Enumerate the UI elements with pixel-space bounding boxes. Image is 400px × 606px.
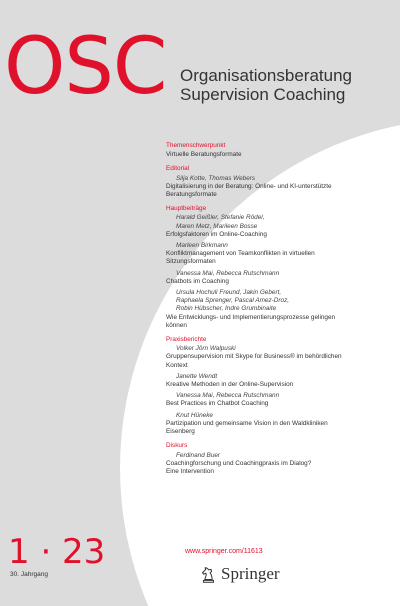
toc-entry <box>166 412 392 437</box>
entry-authors: Robin Hübscher, Indre Grumbinaite <box>176 305 277 313</box>
chess-knight-icon <box>197 563 219 585</box>
entry-title: Wie Entwicklungs- und Implementierungsprozesse gelingen <box>166 313 336 321</box>
entry-title: Chatbots im Coaching <box>166 277 229 285</box>
toc-section <box>166 442 392 476</box>
entry-title: Kontext <box>166 361 188 369</box>
entry-authors: Harald Geißler, Stefanie Rödel, <box>176 214 265 222</box>
entry-authors: Volker Jörn Walpuski <box>176 345 236 353</box>
tagline-line: Organisationsberatung <box>180 66 353 85</box>
toc-entry <box>166 373 392 389</box>
entry-title: Erfolgsfaktoren im Online-Coaching <box>166 230 267 238</box>
entry-title: Sitzungsformaten <box>166 258 216 266</box>
entry-authors: Ursula Hochuli Freund, Jakin Gebert, <box>176 289 282 297</box>
toc-entry <box>166 214 392 239</box>
entry-title: Gruppensupervision mit Skype for Business® im behördlichen <box>166 353 342 361</box>
toc-entry <box>166 452 392 477</box>
toc-entry <box>166 345 392 370</box>
entry-title: Best Practices im Chatbot Coaching <box>166 400 269 408</box>
entry-title: Digitalisierung in der Beratung: Online- und KI-unterstützte <box>166 182 332 190</box>
toc-section <box>166 165 392 199</box>
entry-authors: Maren Metz, Marileen Bosse <box>176 222 258 230</box>
section-title: Diskurs <box>166 442 188 450</box>
toc-entry <box>166 242 392 267</box>
entry-title: Eisenberg <box>166 428 195 436</box>
journal-logo: OSC <box>4 22 167 112</box>
entry-authors: Raphaela Sprenger, Pascal Amez-Droz, <box>176 297 290 305</box>
entry-title: Coachingforschung und Coachingpraxis im Dialog? <box>166 459 312 467</box>
section-title: Hauptbeiträge <box>166 205 207 213</box>
entry-title: Beratungsformate <box>166 191 217 199</box>
entry-title: Partizipation und gemeinsame Vision in den Waldkliniken <box>166 419 328 427</box>
toc-entry <box>166 151 392 159</box>
tagline-line: Supervision Coaching <box>180 85 346 104</box>
toc-entry <box>166 289 392 330</box>
toc-entry <box>166 175 392 200</box>
entry-authors: Ferdinand Buer <box>176 451 221 459</box>
toc-entry <box>166 270 392 286</box>
issue-number: 1 · 23 <box>8 532 106 572</box>
entry-title: Konfliktmanagement von Teamkonflikten in virtuellen <box>166 250 315 258</box>
section-title: Themenschwerpunkt <box>166 142 226 149</box>
entry-title: können <box>166 321 187 329</box>
volume-year: 30. Jahrgang <box>10 571 48 578</box>
publisher-name: Springer <box>221 564 280 583</box>
publisher-logo <box>197 563 280 585</box>
toc-entry <box>166 392 392 408</box>
section-title: Praxisberichte <box>166 336 207 344</box>
journal-url[interactable]: www.springer.com/11613 <box>185 548 263 555</box>
toc-section <box>166 142 392 159</box>
entry-authors: Vanessa Mai, Rebecca Rutschmann <box>176 269 280 277</box>
toc-section <box>166 205 392 330</box>
entry-title: Virtuelle Beratungsformate <box>166 151 242 159</box>
journal-tagline <box>180 66 352 104</box>
entry-authors: Vanessa Mai, Rebecca Rutschmann <box>176 392 280 400</box>
entry-title: Eine Intervention <box>166 467 214 475</box>
entry-authors: Knut Hüneke <box>176 411 213 419</box>
section-title: Editorial <box>166 165 190 173</box>
entry-title: Kreative Methoden in der Online-Supervision <box>166 381 294 389</box>
toc-section <box>166 336 392 436</box>
entry-authors: Marleen Birkmann <box>176 242 228 250</box>
entry-authors: Silja Kotte, Thomas Webers <box>176 174 256 182</box>
entry-authors: Janette Wendt <box>176 372 218 380</box>
table-of-contents <box>166 142 392 482</box>
